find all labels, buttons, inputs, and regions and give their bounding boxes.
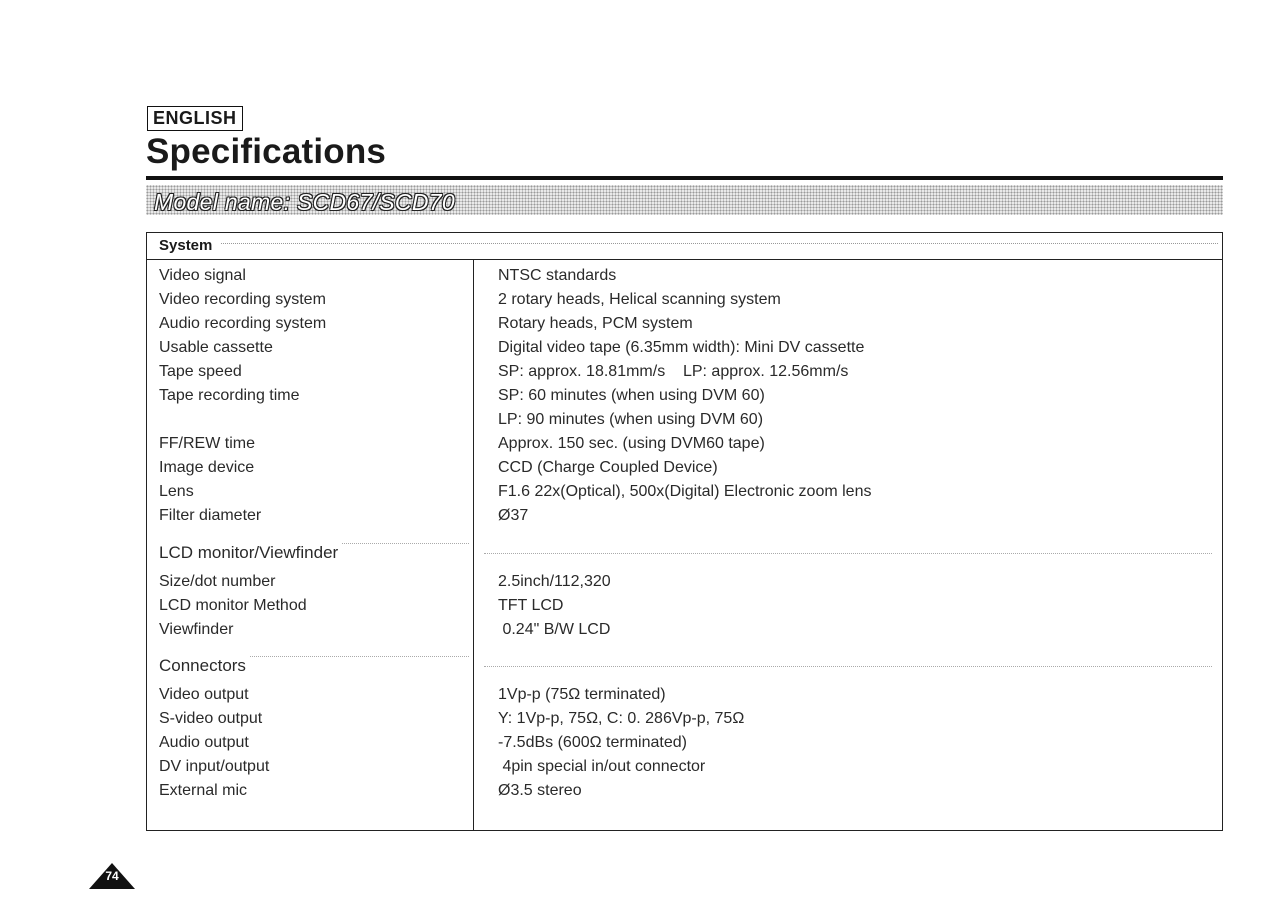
spec-value: SP: approx. 18.81mm/s LP: approx. 12.56mm/s — [498, 363, 849, 380]
spec-row-external-mic — [147, 779, 1222, 803]
title-rule — [146, 176, 1223, 180]
spec-label: Size/dot number — [159, 573, 276, 590]
language-badge: ENGLISH — [147, 106, 243, 131]
spec-row-tape-recording-time — [147, 384, 1222, 408]
spec-label: S-video output — [159, 710, 263, 727]
spec-value: LP: 90 minutes (when using DVM 60) — [498, 411, 764, 428]
spec-label: Lens — [159, 483, 194, 500]
spec-label: Usable cassette — [159, 339, 273, 356]
spec-row-ff-rew-time — [147, 432, 1222, 456]
spec-value: Rotary heads, PCM system — [498, 315, 693, 332]
spec-value: Ø3.5 stereo — [498, 782, 582, 799]
spec-row-video-output — [147, 683, 1222, 707]
spec-row-filter-diameter — [147, 504, 1222, 528]
spec-value: -7.5dBs (600Ω terminated) — [498, 734, 687, 751]
spec-value: 2 rotary heads, Helical scanning system — [498, 291, 781, 308]
spec-row-svideo-output — [147, 707, 1222, 731]
spec-value: SP: 60 minutes (when using DVM 60) — [498, 387, 765, 404]
system-header: System — [159, 237, 218, 254]
system-header-row — [147, 233, 1222, 260]
section-heading: Connectors — [159, 653, 250, 679]
spec-label: Audio recording system — [159, 315, 327, 332]
spec-row-lcd-method — [147, 594, 1222, 618]
section-connectors — [147, 653, 1222, 679]
spec-row-video-recording — [147, 288, 1222, 312]
spec-label: LCD monitor Method — [159, 597, 307, 614]
spec-label: Video output — [159, 686, 249, 703]
dotted-leader — [484, 666, 1212, 667]
spec-label: Viewfinder — [159, 621, 234, 638]
model-name: Model name: SCD67/SCD70 — [154, 189, 455, 215]
spec-value: 2.5inch/112,320 — [498, 573, 611, 590]
section-lcd — [147, 540, 1222, 566]
dotted-leader — [484, 553, 1212, 554]
spec-label: Audio output — [159, 734, 249, 751]
spec-table — [146, 232, 1223, 831]
spec-row-size-dot — [147, 570, 1222, 594]
spec-label: FF/REW time — [159, 435, 255, 452]
spec-label: Image device — [159, 459, 255, 476]
spec-label: Video signal — [159, 267, 246, 284]
spec-value: NTSC standards — [498, 267, 617, 284]
spec-label: Filter diameter — [159, 507, 262, 524]
spec-label: DV input/output — [159, 758, 270, 775]
spec-row-video-signal — [147, 264, 1222, 288]
spec-value: TFT LCD — [498, 597, 564, 614]
spec-row-dv-io — [147, 755, 1222, 779]
spec-value: CCD (Charge Coupled Device) — [498, 459, 718, 476]
spec-value: Digital video tape (6.35mm width): Mini DV cassette — [498, 339, 865, 356]
spec-row-viewfinder — [147, 618, 1222, 642]
page-title: Specifications — [146, 132, 387, 171]
spec-value: 1Vp-p (75Ω terminated) — [498, 686, 666, 703]
spec-value: F1.6 22x(Optical), 500x(Digital) Electronic zoom lens — [498, 483, 872, 500]
spec-row-tape-speed — [147, 360, 1222, 384]
spec-row-image-device — [147, 456, 1222, 480]
spec-value: Y: 1Vp-p, 75Ω, C: 0. 286Vp-p, 75Ω — [498, 710, 745, 727]
dotted-leader — [221, 243, 1218, 244]
spec-row-tape-recording-time-lp — [147, 408, 1222, 432]
page-number: 74 — [105, 869, 119, 883]
spec-value: Ø37 — [498, 507, 529, 524]
spec-value: Approx. 150 sec. (using DVM60 tape) — [498, 435, 765, 452]
spec-label: External mic — [159, 782, 248, 799]
spec-row-audio-output — [147, 731, 1222, 755]
spec-label: Tape recording time — [159, 387, 300, 404]
spec-value: 4pin special in/out connector — [498, 758, 706, 775]
spec-row-lens — [147, 480, 1222, 504]
spec-value: 0.24" B/W LCD — [498, 621, 611, 638]
spec-label: Tape speed — [159, 363, 242, 380]
spec-row-usable-cassette — [147, 336, 1222, 360]
spec-label: Video recording system — [159, 291, 326, 308]
spec-row-audio-recording — [147, 312, 1222, 336]
section-heading: LCD monitor/Viewfinder — [159, 540, 342, 566]
